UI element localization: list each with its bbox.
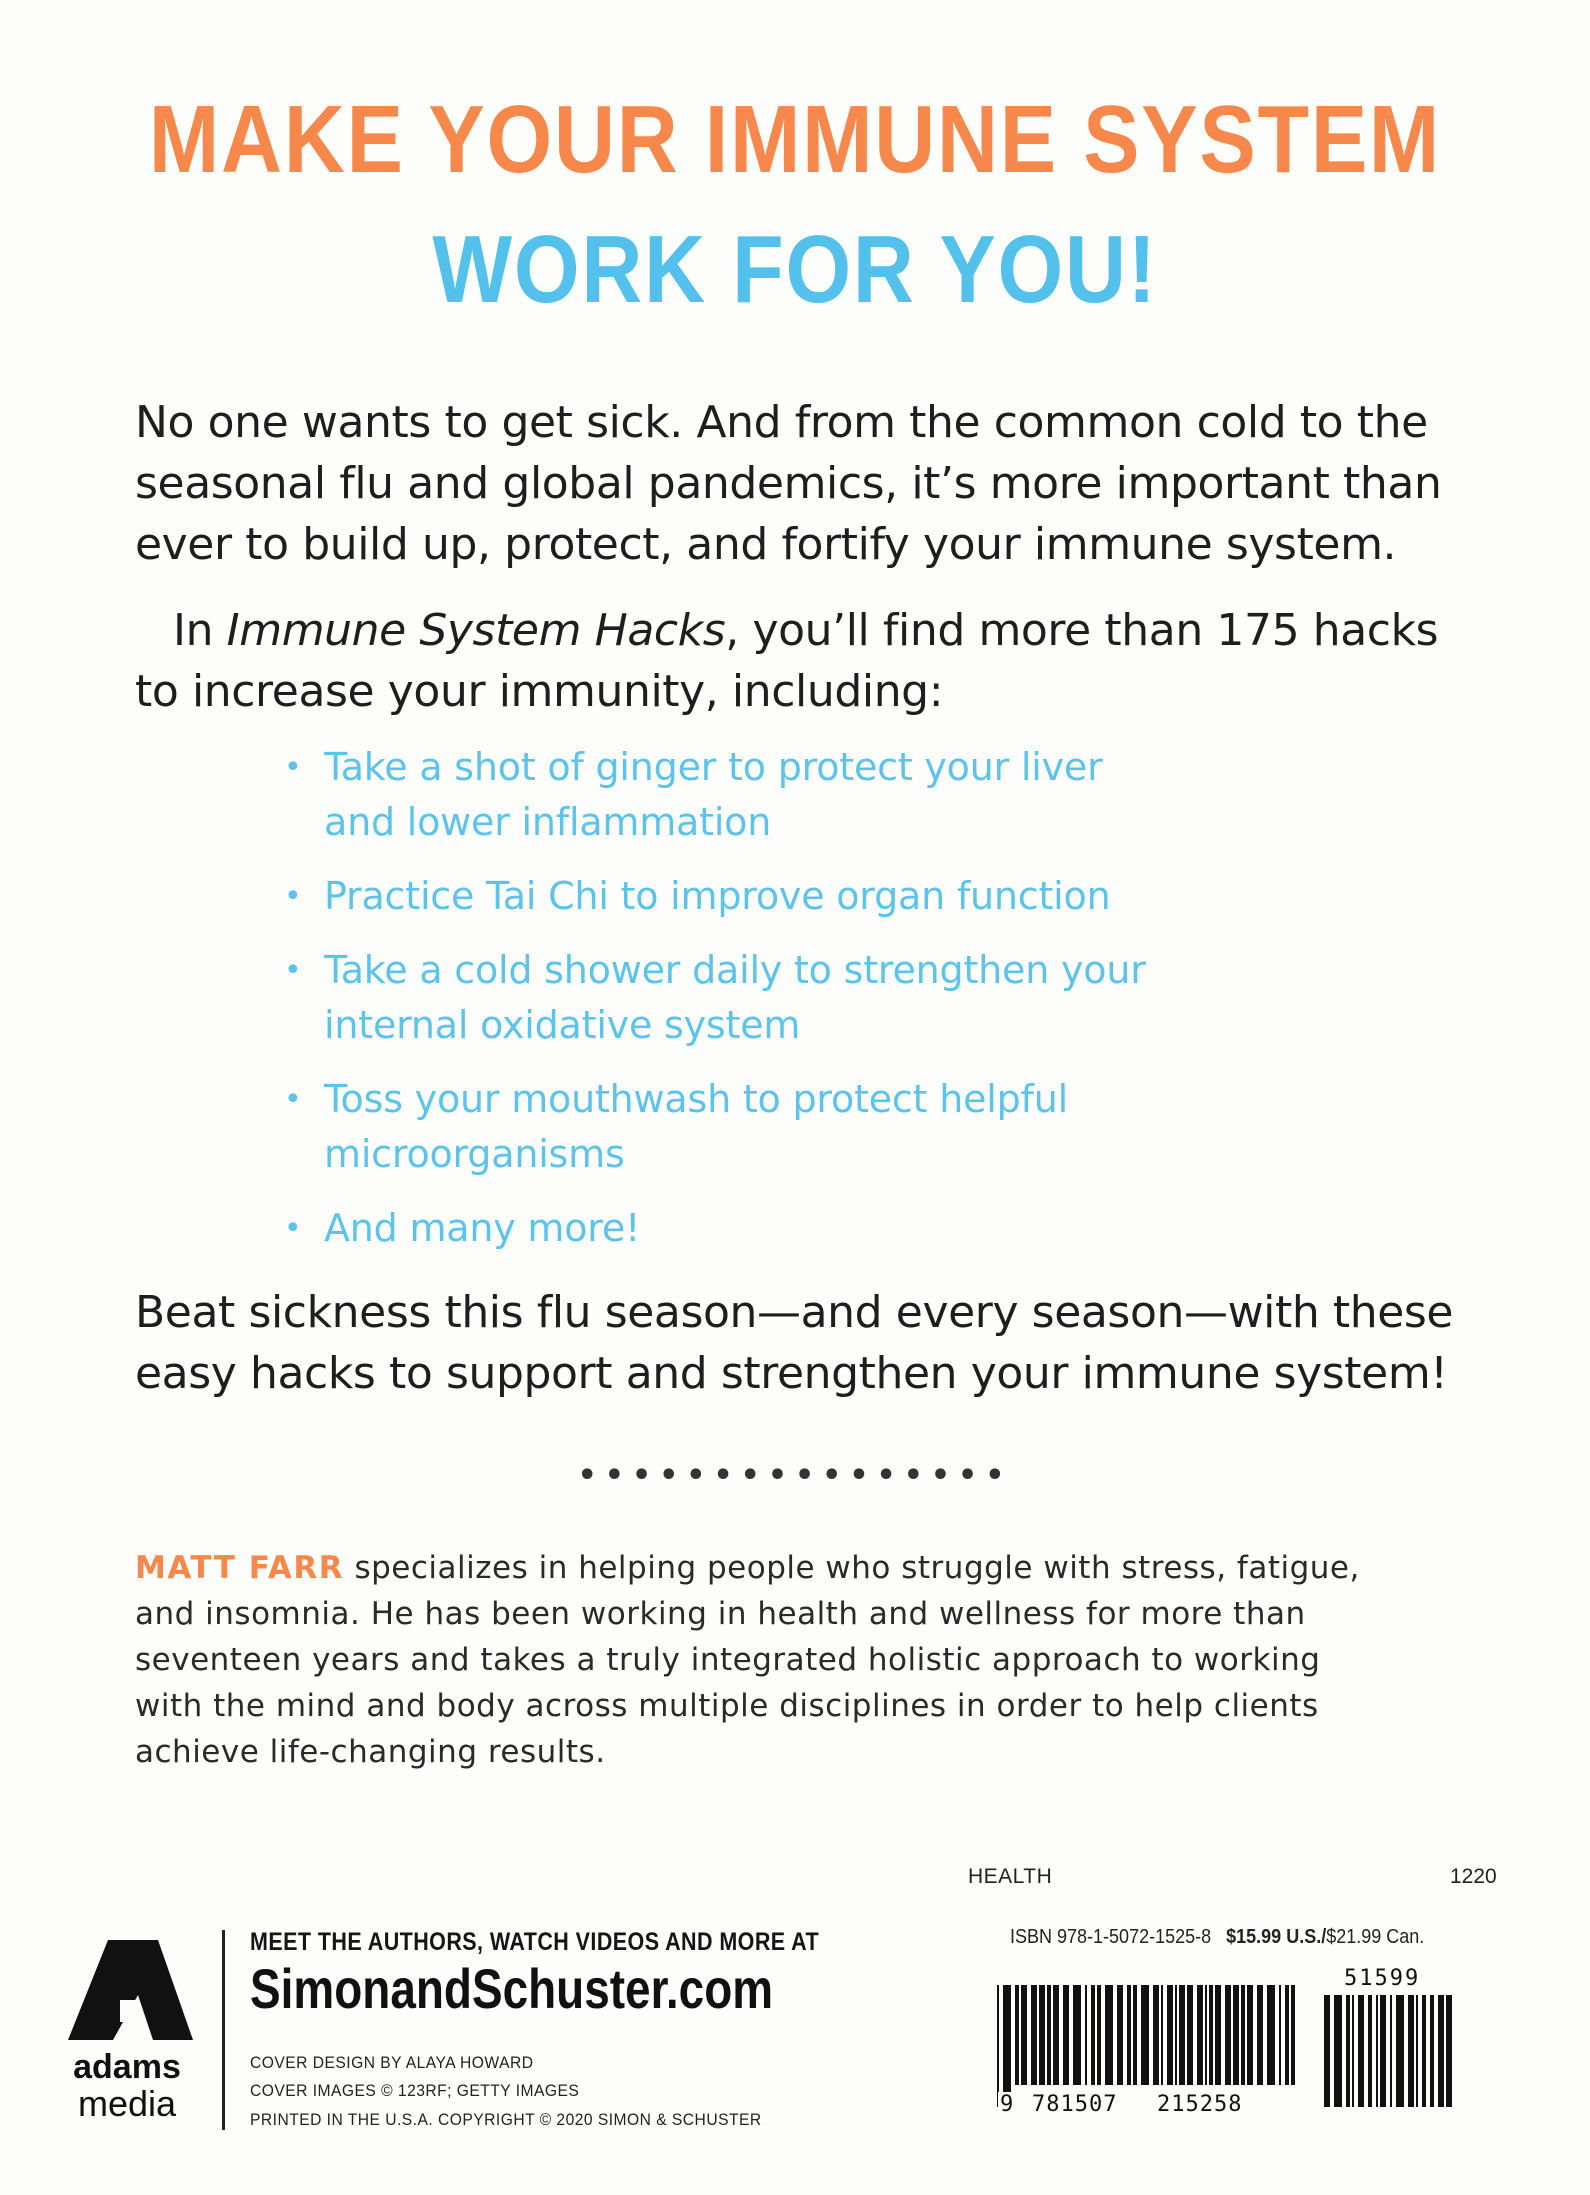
barcode-bar (1324, 1995, 1330, 2107)
barcode-addon-digits: 51599 (1344, 1966, 1421, 1991)
hack-list (280, 740, 1280, 1275)
barcode-bar (1039, 1985, 1045, 2085)
barcode-bar (1161, 1985, 1163, 2085)
barcode-bar (1376, 1995, 1378, 2107)
vertical-rule (222, 1930, 225, 2130)
barcode-bar (1153, 1985, 1159, 2085)
barcode-bar (1003, 1985, 1011, 2107)
copyright-notice: PRINTED IN THE U.S.A. COPYRIGHT © 2020 SIMON & SCHUSTER (250, 2110, 762, 2129)
cover-design-credit: COVER DESIGN BY ALAYA HOWARD (250, 2053, 534, 2072)
author-bio (135, 1545, 1465, 1775)
barcode-bar (1422, 1995, 1426, 2107)
logo-word-adams: adams (73, 2048, 181, 2086)
bio-line: achieve life-changing results. (135, 1734, 606, 1770)
headline-line-2: WORK FOR YOU! (432, 216, 1158, 323)
price-us: $15.99 U.S./ (1226, 1926, 1327, 1948)
bullet-icon: • (284, 953, 302, 988)
barcode-bar (1167, 1985, 1173, 2085)
barcode-bar (1175, 1985, 1177, 2085)
intro-line: seasonal flu and global pandemics, it’s more important than (135, 458, 1442, 509)
list-item (280, 1072, 1280, 1182)
list-item-line: And many more! (324, 1206, 641, 1250)
list-item-line: and lower inflammation (324, 800, 772, 844)
cover-images-credit: COVER IMAGES © 123RF; GETTY IMAGES (250, 2081, 580, 2100)
headline-line-1: MAKE YOUR IMMUNE SYSTEM (148, 86, 1442, 193)
list-item (280, 943, 1280, 1053)
lead-line: to increase your immunity, including: (135, 666, 944, 717)
barcode-bar (1117, 1985, 1123, 2085)
price-can: $21.99 Can. (1326, 1926, 1425, 1948)
barcode-icon (995, 1985, 1295, 2107)
barcode-bar (1105, 1985, 1113, 2085)
lead-line (135, 600, 1455, 661)
barcode-bar (1205, 1985, 1207, 2085)
barcode-bar (1047, 1985, 1051, 2085)
barcode-bar (1368, 1995, 1372, 2107)
lead-paragraph (135, 600, 1455, 722)
list-item-line: Take a shot of ginger to protect your liver (324, 745, 1103, 789)
barcode-bar (1187, 1985, 1193, 2085)
barcode-bar (1233, 1985, 1239, 2085)
barcode-bar (1241, 1985, 1245, 2085)
barcode-bar (1416, 1995, 1418, 2107)
lead-suffix: , you’ll find more than 175 hacks (725, 605, 1439, 656)
list-item (280, 869, 1280, 924)
barcode-bar (1073, 1985, 1081, 2085)
author-name: MATT FARR (135, 1550, 345, 1586)
intro-paragraph (135, 392, 1455, 575)
barcode-bar (1085, 1985, 1087, 2085)
barcode-bar (1215, 1985, 1221, 2085)
barcode-bar (1133, 1985, 1137, 2085)
barcode-bar (1358, 1995, 1364, 2107)
bio-text: specializes in helping people who struggle with stress, fatigue, (344, 1550, 1360, 1586)
barcode-bar (1346, 1995, 1350, 2107)
bullet-icon: • (284, 1082, 302, 1117)
list-item-line: Toss your mouthwash to protect helpful (324, 1077, 1068, 1121)
barcode-bar (997, 1985, 999, 2107)
bullet-icon: • (284, 750, 302, 785)
barcode-bar (1127, 1985, 1131, 2085)
isbn-price-line (1010, 1926, 1424, 1949)
barcode-bar (1209, 1985, 1213, 2085)
barcode-bar (1031, 1985, 1037, 2085)
barcode-bar (1267, 1985, 1275, 2085)
barcode-digits-left: 781507 (1032, 2092, 1118, 2117)
barcode-bar (1438, 1995, 1444, 2107)
dotted-divider: •••••••••••••••• (577, 1458, 1013, 1493)
list-item-line: Take a cold shower daily to strengthen your (324, 948, 1146, 992)
barcode-bar (1091, 1985, 1095, 2085)
logo-word-media: media (77, 2083, 177, 2124)
barcode-bar (1396, 1995, 1404, 2107)
barcode-bar (1021, 1985, 1027, 2085)
list-item-line: internal oxidative system (324, 1003, 801, 1047)
barcode-bar (1430, 1995, 1434, 2107)
barcode-bar (1291, 1985, 1295, 2085)
barcode-bar (1279, 1985, 1281, 2085)
isbn-number: ISBN 978-1-5072-1525-8 (1010, 1926, 1212, 1948)
bullet-icon: • (284, 1211, 302, 1246)
barcode-bar (1334, 1995, 1342, 2107)
intro-line: ever to build up, protect, and fortify your immune system. (135, 519, 1397, 570)
closing-paragraph (135, 1282, 1455, 1404)
category-label: HEALTH (968, 1865, 1053, 1888)
date-code: 1220 (1450, 1865, 1497, 1888)
meet-authors-text: MEET THE AUTHORS, WATCH VIDEOS AND MORE AT (250, 1928, 820, 1956)
barcode-bar (1197, 1985, 1203, 2085)
closing-line: easy hacks to support and strengthen your immune system! (135, 1348, 1448, 1399)
barcode-bar (1063, 1985, 1069, 2085)
bio-line (135, 1545, 1465, 1591)
barcode-bar (1390, 1995, 1392, 2107)
lead-prefix: In (173, 605, 227, 656)
barcode-bar (1053, 1985, 1059, 2085)
intro-line: No one wants to get sick. And from the common cold to the (135, 397, 1428, 448)
closing-line: Beat sickness this flu season—and every season—with these (135, 1287, 1454, 1338)
list-item (280, 1201, 1280, 1256)
bio-line: and insomnia. He has been working in health and wellness for more than (135, 1596, 1306, 1632)
barcode-bar (1408, 1995, 1414, 2107)
barcode-digit-first: 9 (1000, 2092, 1015, 2117)
barcode-addon-icon (1322, 1995, 1452, 2107)
barcode-bar (1352, 1995, 1354, 2107)
list-item-line: Practice Tai Chi to improve organ function (324, 874, 1111, 918)
barcode-bar (1285, 1985, 1289, 2085)
barcode-bar (1015, 1985, 1019, 2085)
bullet-icon: • (284, 879, 302, 914)
barcode-digits-right: 215258 (1157, 2092, 1243, 2117)
publisher-website: SimonandSchuster.com (250, 1957, 774, 2020)
barcode-bar (1380, 1995, 1386, 2107)
barcode-bar (1097, 1985, 1101, 2085)
barcode-bar (1247, 1985, 1253, 2085)
barcode-bar (1446, 1995, 1452, 2107)
bio-line: seventeen years and takes a truly integrated holistic approach to working (135, 1642, 1321, 1678)
barcode-bar (1225, 1985, 1231, 2085)
list-item (280, 740, 1280, 850)
barcode-bar (1141, 1985, 1149, 2085)
barcode-bar (1179, 1985, 1185, 2085)
book-title: Immune System Hacks (226, 605, 726, 656)
barcode-bar (1257, 1985, 1263, 2085)
bio-line: with the mind and body across multiple disciplines in order to help clients (135, 1688, 1319, 1724)
list-item-line: microorganisms (324, 1132, 625, 1176)
